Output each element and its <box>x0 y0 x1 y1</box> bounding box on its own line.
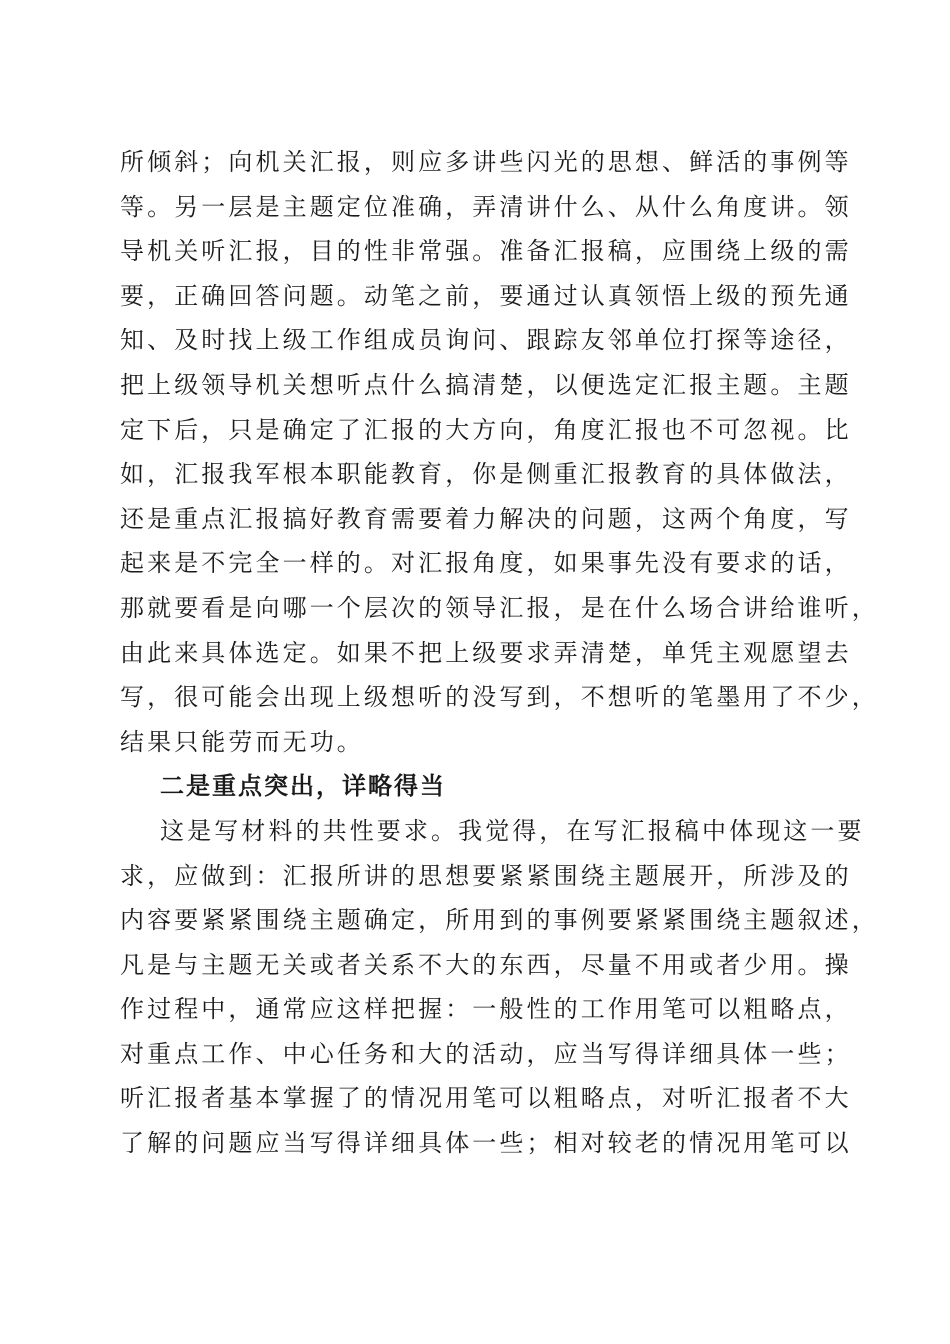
paragraph-line: 求，应做到：汇报所讲的思想要紧紧围绕主题展开，所涉及的 <box>120 861 852 890</box>
paragraph-line: 听汇报者基本掌握了的情况用笔可以粗略点，对听汇报者不大 <box>120 1084 852 1113</box>
document-body <box>120 140 879 1166</box>
paragraph-line: 内容要紧紧围绕主题确定，所用到的事例要紧紧围绕主题叙述， <box>120 906 879 935</box>
paragraph-line: 起来是不完全一样的。对汇报角度，如果事先没有要求的话， <box>120 549 852 578</box>
paragraph-line: 了解的问题应当写得详细具体一些；相对较老的情况用笔可以 <box>120 1129 852 1158</box>
paragraph-line: 所倾斜；向机关汇报，则应多讲些闪光的思想、鲜活的事例等 <box>120 148 852 176</box>
paragraph-line: 凡是与主题无关或者关系不大的东西，尽量不用或者少用。操 <box>120 950 852 979</box>
paragraph-line: 定下后，只是确定了汇报的大方向，角度汇报也不可忽视。比 <box>120 415 852 444</box>
paragraph-line: 等。另一层是主题定位准确，弄清讲什么、从什么角度讲。领 <box>120 192 852 221</box>
paragraph-line: 写，很可能会出现上级想听的没写到，不想听的笔墨用了不少， <box>120 683 879 712</box>
paragraph-line: 要，正确回答问题。动笔之前，要通过认真领悟上级的预先通 <box>120 281 852 310</box>
paragraph-line: 导机关听汇报，目的性非常强。准备汇报稿，应围绕上级的需 <box>120 237 852 266</box>
paragraph-line: 知、及时找上级工作组成员询问、跟踪友邻单位打探等途径， <box>120 326 852 355</box>
paragraph-line: 把上级领导机关想听点什么搞清楚，以便选定汇报主题。主题 <box>120 370 852 399</box>
paragraph-line: 那就要看是向哪一个层次的领导汇报，是在什么场合讲给谁听， <box>120 593 879 622</box>
paragraph-line: 作过程中，通常应这样把握：一般性的工作用笔可以粗略点， <box>120 995 852 1024</box>
section-heading: 二是重点突出，详略得当 <box>160 771 446 801</box>
paragraph-line: 还是重点汇报搞好教育需要着力解决的问题，这两个角度，写 <box>120 504 852 533</box>
paragraph-line: 如，汇报我军根本职能教育，你是侧重汇报教育的具体做法， <box>120 460 852 489</box>
paragraph-line: 对重点工作、中心任务和大的活动，应当写得详细具体一些； <box>120 1039 852 1068</box>
paragraph-line: 结果只能劳而无功。 <box>120 727 364 756</box>
paragraph-line: 这是写材料的共性要求。我觉得，在写汇报稿中体现这一要 <box>160 816 865 845</box>
paragraph-line: 由此来具体选定。如果不把上级要求弄清楚，单凭主观愿望去 <box>120 638 852 667</box>
